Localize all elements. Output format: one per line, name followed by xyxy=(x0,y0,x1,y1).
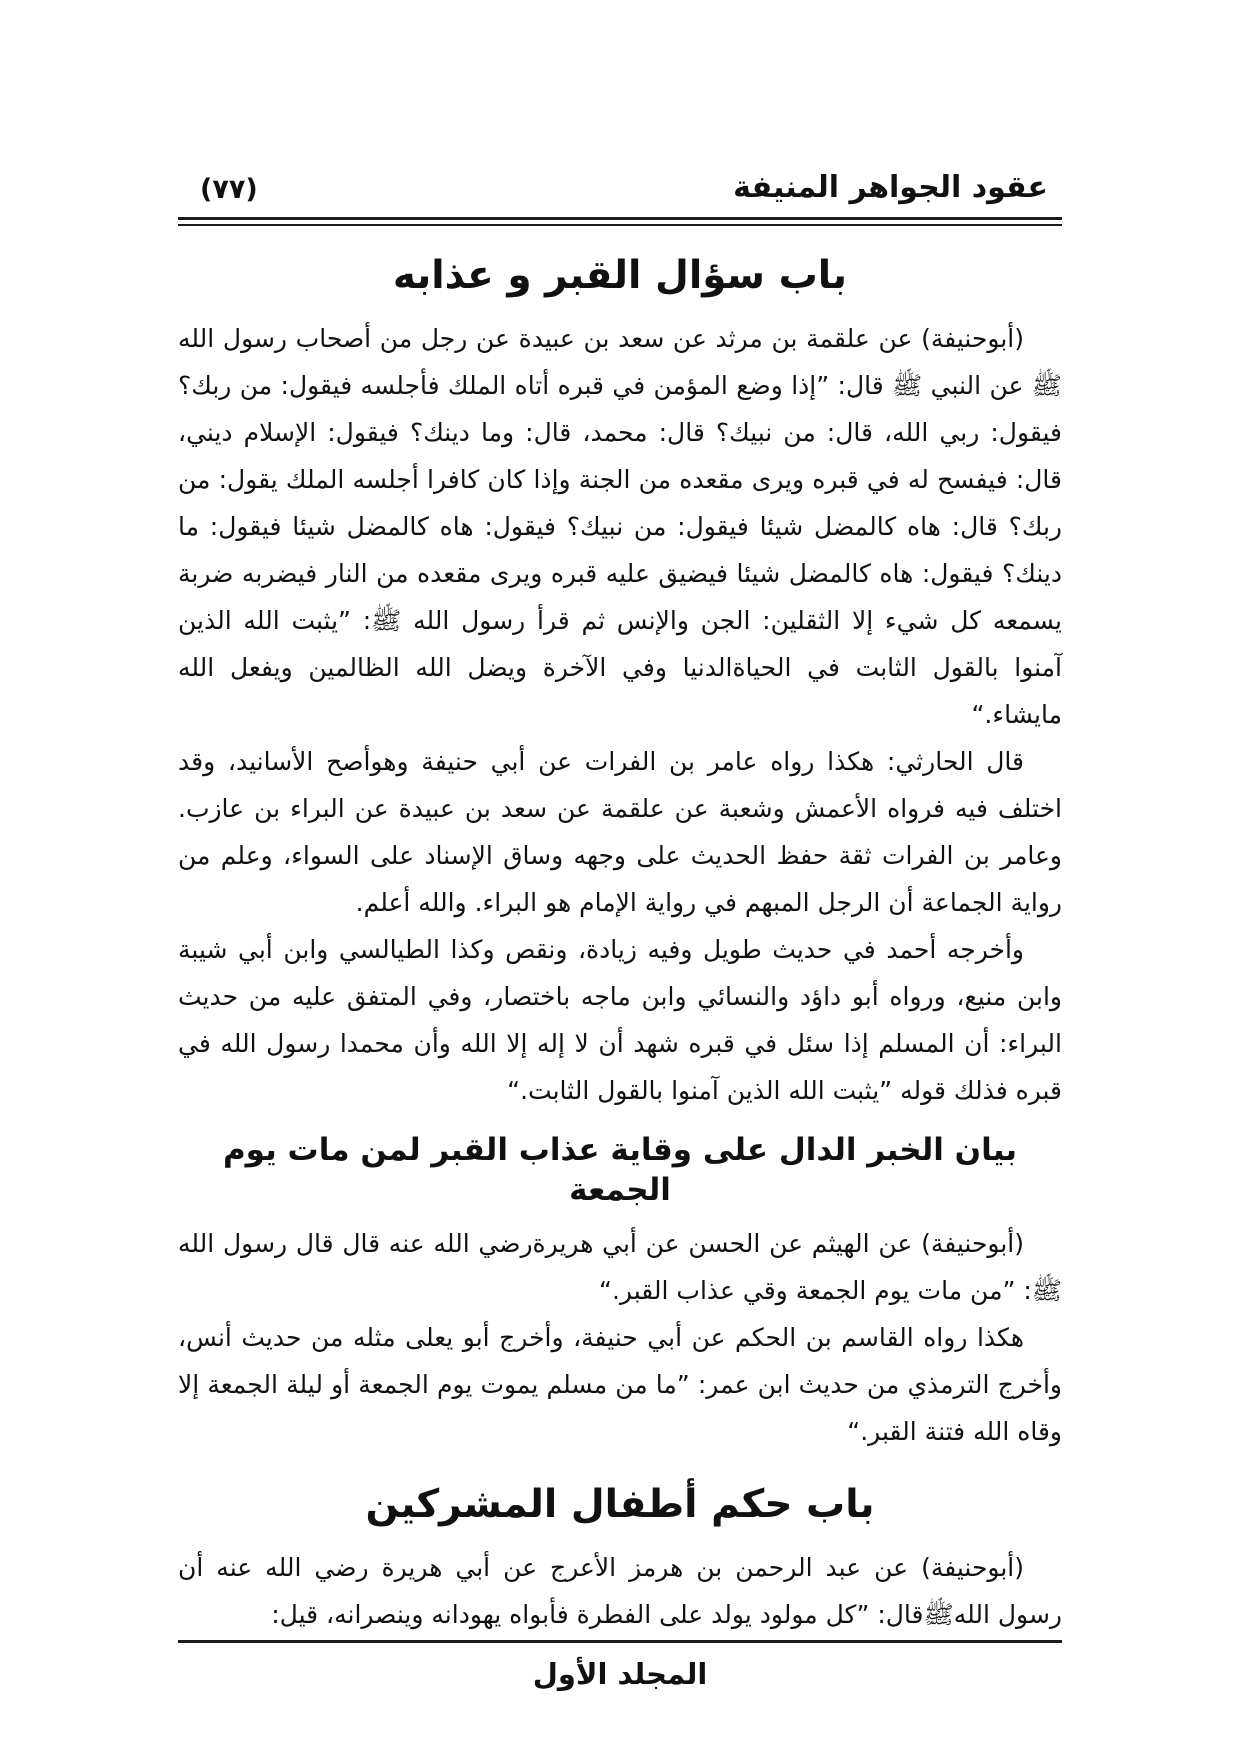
commentary-paragraph-2: وأخرجه أحمد في حديث طويل وفيه زيادة، ونقص وكذا الطيالسي وابن أبي شيبة وابن منيع، ورواه أبو داؤد والنسائي وابن ماجه باختصار، وفي المتفق عليه من حديث البراء: أن المسلم إذا سئل في قبره شهد أن لا إله إلا الله وأن محمدا رسول الله في قبره فذلك قوله ”يثبت الله الذين آمنوا بالقول الثابت.“ xyxy=(178,934,1062,1105)
hadith-paragraph-2: (أبوحنيفة) عن الهيثم عن الحسن عن أبي هريرةرضي الله عنه قال قال رسول الله ﷺ: ”من مات يوم الجمعة وقي عذاب القبر.“ xyxy=(178,1229,1062,1306)
page-number: (٧٧) xyxy=(200,174,258,205)
chapter-2-title: باب حكم أطفال المشركين xyxy=(365,1482,875,1528)
page-content xyxy=(178,170,1062,1691)
chapter-1-title: باب سؤال القبر و عذابه xyxy=(392,253,848,298)
volume-label: المجلد الأول xyxy=(532,1657,708,1692)
page-body xyxy=(178,252,1062,1638)
footer-divider xyxy=(178,1640,1062,1643)
commentary-paragraph-1: قال الحارثي: هكذا رواه عامر بن الفرات عن أبي حنيفة وهوأصح الأسانيد، وقد اختلف فيه فرواه الأعمش وشعبة عن علقمة عن سعد بن عبيدة عن البراء بن عازب. وعامر بن الفرات ثقة حفظ الحديث على وجهه وساق الإسناد على السواء، وعلم من رواية الجماعة أن الرجل المبهم في رواية الإمام هو البراء. والله أعلم. xyxy=(178,746,1062,917)
header-divider xyxy=(178,217,1062,226)
hadith-paragraph-3: (أبوحنيفة) عن عبد الرحمن بن هرمز الأعرج عن أبي هريرة رضي الله عنه أن رسول اللهﷺقال: ”كل مولود يولد على الفطرة فأبواه يهودانه وينصرانه، قيل: xyxy=(178,1553,1062,1630)
subsection-title: بيان الخبر الدال على وقاية عذاب القبر لمن مات يوم الجمعة xyxy=(222,1131,1018,1209)
book-title: عقود الجواهر المنيفة xyxy=(733,170,1048,205)
running-header xyxy=(178,170,1062,205)
hadith-paragraph-1: (أبوحنيفة) عن علقمة بن مرثد عن سعد بن عبيدة عن رجل من أصحاب رسول الله ﷺ عن النبي ﷺ قال: ”إذا وضع المؤمن في قبره أتاه الملك فأجلسه فيقول: من ربك؟ فيقول: ربي الله، قال: من نبيك؟ قال: محمد، قال: وما دينك؟ فيقول: الإسلام ديني، قال: فيفسح له في قبره ويرى مقعده من الجنة وإذا كان كافرا أجلسه الملك يقول: من ربك؟ قال: هاه كالمضل شيئا فيقول: من نبيك؟ فيقول: هاه كالمضل شيئا فيقول: ما دينك؟ فيقول: هاه كالمضل شيئا فيضيق عليه قبره ويرى مقعده من النار فيضربه ضربة يسمعه كل شيء إلا الثقلين: الجن والإنس ثم قرأ رسول الله ﷺ: ”يثبت الله الذين آمنوا بالقول الثابت في الحياةالدنيا وفي الآخرة ويضل الله الظالمين ويفعل الله مايشاء.“ xyxy=(178,323,1062,729)
commentary-paragraph-3: هكذا رواه القاسم بن الحكم عن أبي حنيفة، وأخرج أبو يعلى مثله من حديث أنس، وأخرج الترمذي من حديث ابن عمر: ”ما من مسلم يموت يوم الجمعة أو ليلة الجمعة إلا وقاه الله فتنة القبر.“ xyxy=(178,1323,1062,1447)
